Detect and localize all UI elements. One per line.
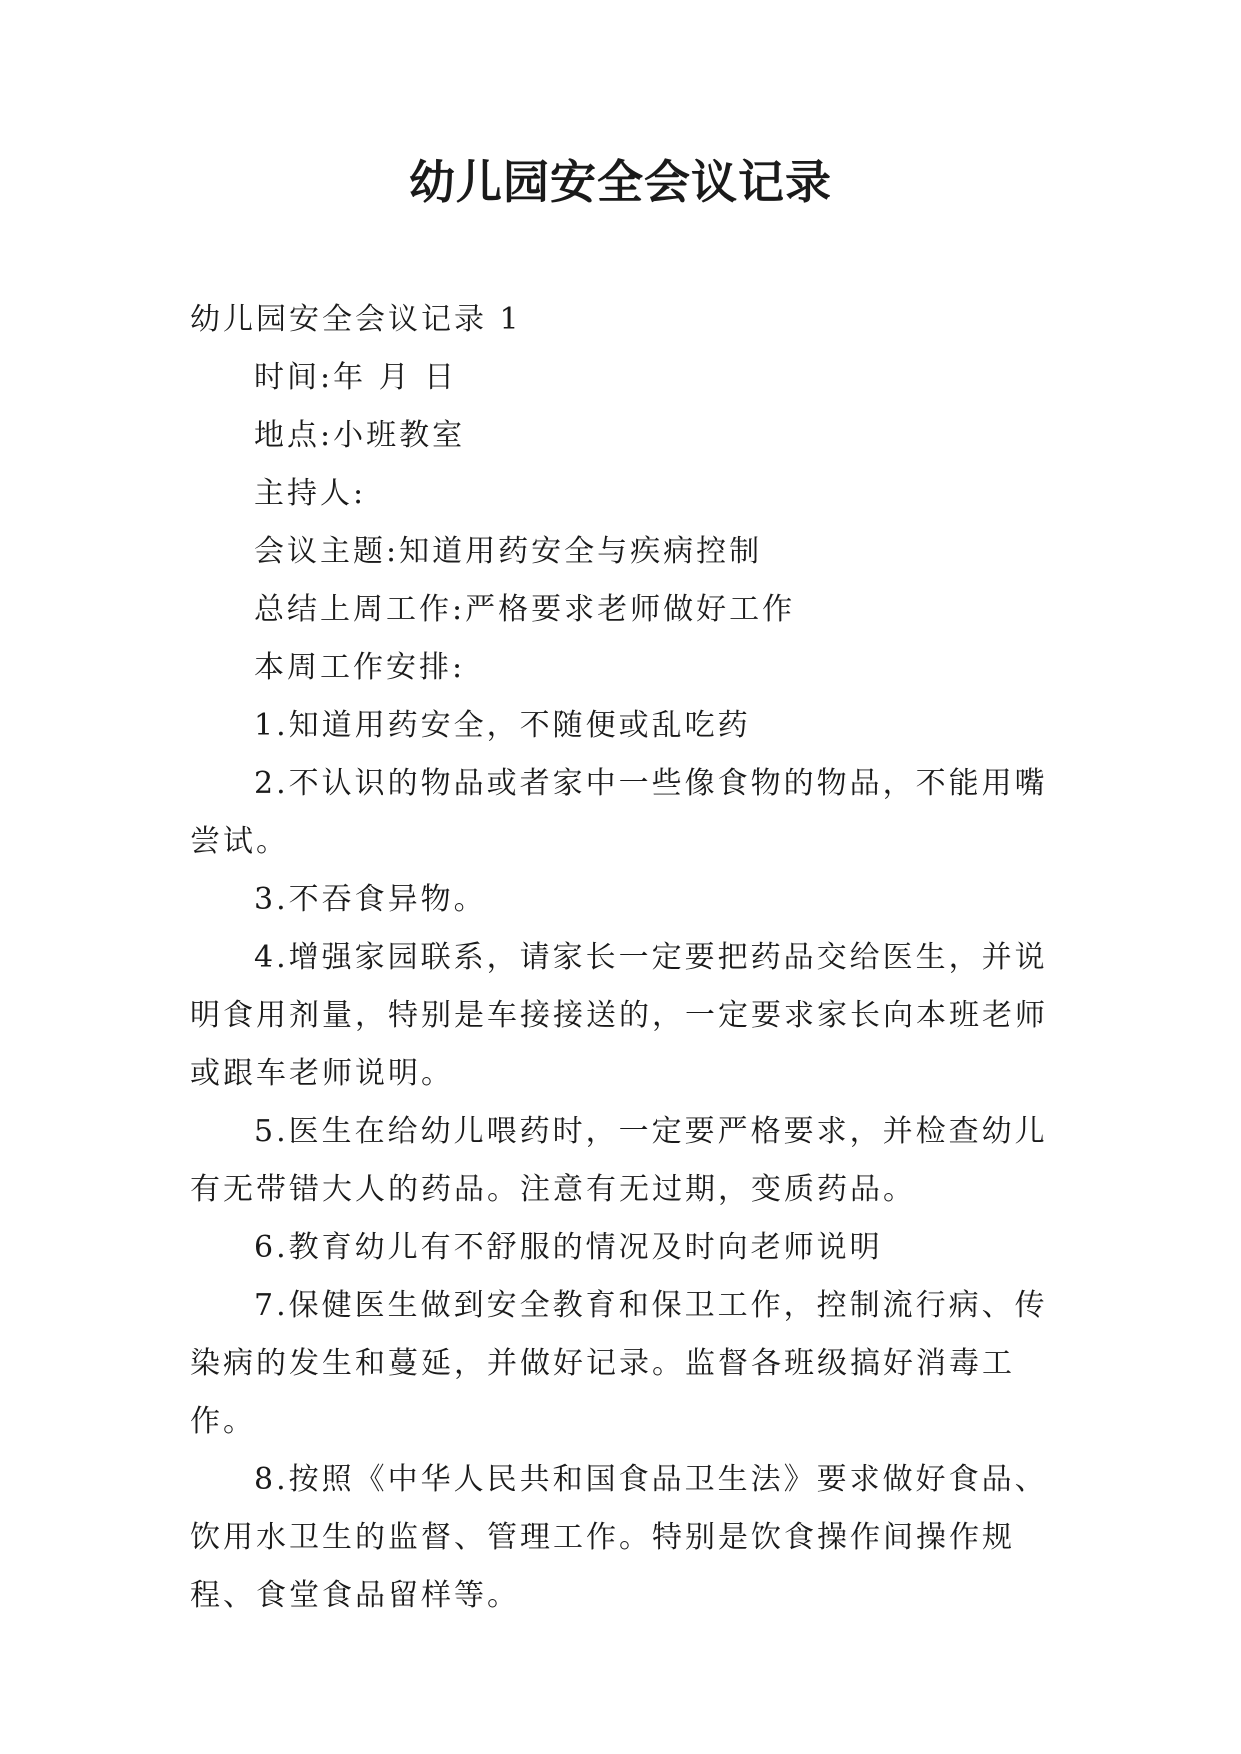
plan-item: 6.教育幼儿有不舒服的情况及时向老师说明 (254, 1230, 883, 1265)
meeting-topic: 会议主题:知道用药安全与疾病控制 (254, 534, 763, 569)
plan-item: 8.按照《中华人民共和国食品卫生法》要求做好食品、饮用水卫生的监督、管理工作。特别是饮食操作间操作规程、食堂食品留样等。 (190, 1462, 1048, 1613)
plan-item: 5.医生在给幼儿喂药时，一定要严格要求，并检查幼儿有无带错大人的药品。注意有无过期，变质药品。 (190, 1114, 1048, 1207)
meeting-time: 时间:年 月 日 (254, 360, 458, 395)
meeting-place: 地点:小班教室 (254, 418, 466, 453)
section-heading: 幼儿园安全会议记录 1 (190, 302, 522, 337)
meeting-host: 主持人: (254, 476, 367, 511)
plan-item: 2.不认识的物品或者家中一些像食物的物品，不能用嘴尝试。 (190, 766, 1048, 859)
document-title: 幼儿园安全会议记录 (409, 155, 832, 209)
plan-item: 7.保健医生做到安全教育和保卫工作，控制流行病、传染病的发生和蔓延，并做好记录。监督各班级搞好消毒工作。 (190, 1288, 1048, 1439)
document-body (190, 291, 1060, 1625)
this-week-plan-label: 本周工作安排: (254, 650, 466, 685)
plan-item: 1.知道用药安全，不随便或乱吃药 (254, 708, 751, 743)
plan-item: 3.不吞食异物。 (254, 882, 487, 917)
plan-item: 4.增强家园联系，请家长一定要把药品交给医生，并说明食用剂量，特别是车接接送的，一定要求家长向本班老师或跟车老师说明。 (190, 940, 1048, 1091)
last-week-summary: 总结上周工作:严格要求老师做好工作 (254, 592, 796, 627)
